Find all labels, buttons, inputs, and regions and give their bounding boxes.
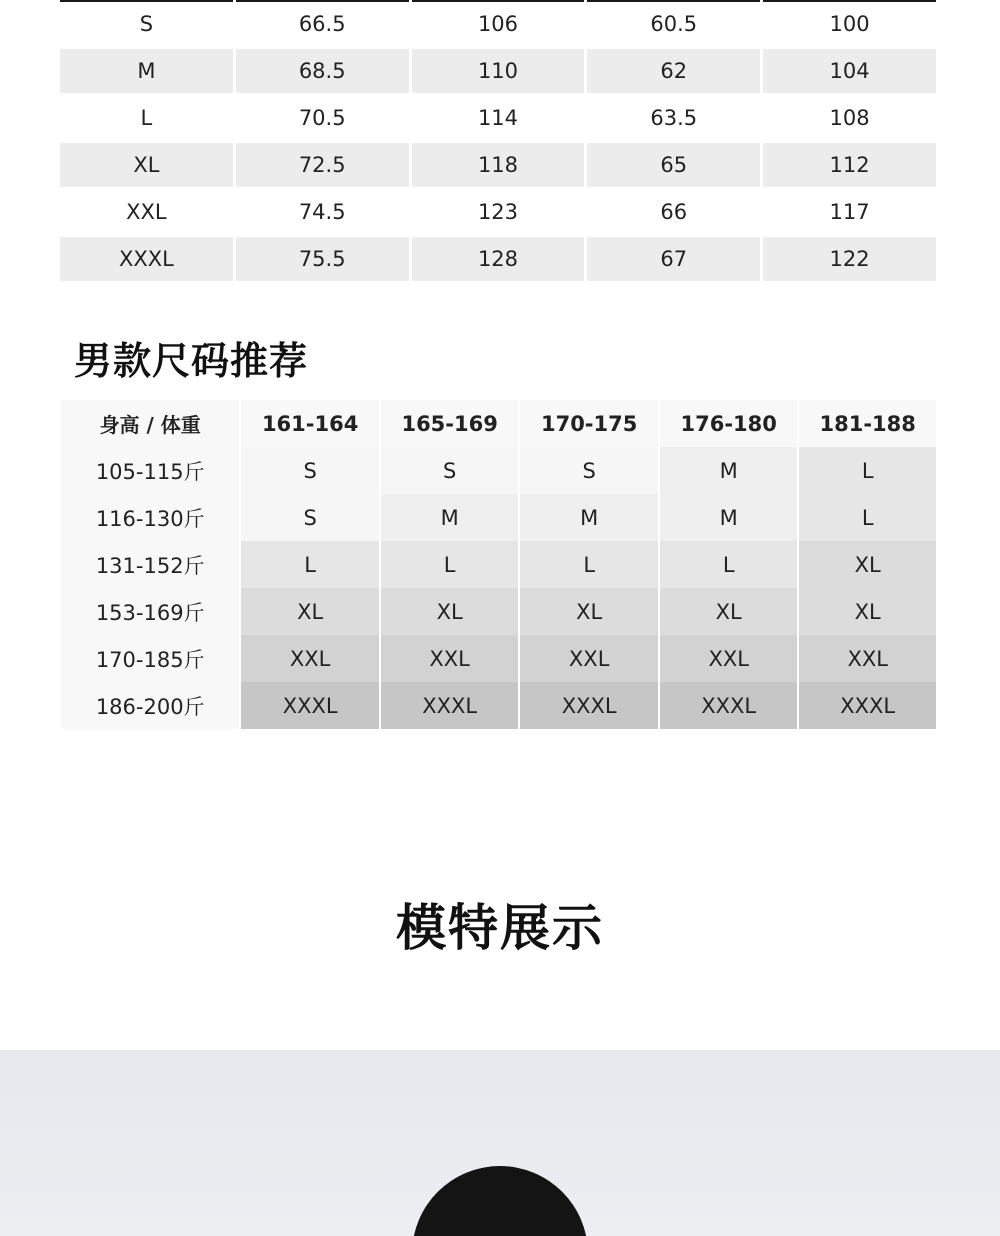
- table-row: [61, 635, 936, 682]
- measure-cell: 74.5: [298, 200, 346, 224]
- measure-cell: 68.5: [236, 49, 409, 93]
- table-row: [61, 541, 936, 588]
- size-cell: XXL: [126, 200, 167, 224]
- table-row: [60, 2, 936, 46]
- corner-header: 身高 / 体重: [61, 400, 239, 447]
- size-recommendation-cell: XXXL: [519, 682, 658, 729]
- measure-cell: 106: [477, 12, 519, 36]
- size-recommendation-cell: M: [519, 494, 658, 541]
- size-recommendation-cell: S: [380, 447, 519, 494]
- size-cell: XXXL: [60, 237, 233, 281]
- measure-cell: 72.5: [236, 143, 409, 187]
- measure-cell: 110: [412, 49, 585, 93]
- size-recommendation-cell: S: [519, 447, 658, 494]
- table-row: [61, 588, 936, 635]
- weight-row-header: 186-200斤: [61, 682, 239, 729]
- size-recommendation-cell: XL: [519, 588, 658, 635]
- table-row: [61, 494, 936, 541]
- table-row: [61, 447, 936, 494]
- size-recommendation-cell: L: [380, 541, 519, 588]
- size-recommendation-cell: XXXL: [380, 682, 519, 729]
- size-recommendation-cell: L: [798, 447, 936, 494]
- measure-cell: 62: [587, 49, 760, 93]
- size-recommendation-cell: L: [519, 541, 658, 588]
- size-recommendation-cell: XL: [240, 588, 379, 635]
- size-recommendation-cell: XXL: [240, 635, 379, 682]
- size-recommendation-cell: XXL: [798, 635, 936, 682]
- measure-cell: 66.5: [298, 12, 346, 36]
- table-row: [60, 237, 936, 281]
- size-measurement-table: [60, 0, 936, 284]
- size-recommendation-cell: M: [659, 447, 798, 494]
- weight-row-header: 131-152斤: [61, 541, 239, 588]
- size-recommendation-cell: XXXL: [798, 682, 936, 729]
- height-column-header: 176-180: [659, 400, 798, 447]
- size-recommendation-cell: L: [798, 494, 936, 541]
- size-recommendation-cell: XXXL: [659, 682, 798, 729]
- size-recommendation-cell: XXL: [380, 635, 519, 682]
- measure-cell: 70.5: [298, 106, 346, 130]
- size-recommendation-cell: XL: [798, 588, 936, 635]
- size-cell: S: [139, 12, 154, 36]
- measure-cell: 108: [829, 106, 870, 130]
- weight-row-header: 153-169斤: [61, 588, 239, 635]
- measure-cell: 67: [587, 237, 760, 281]
- measure-cell: 66: [660, 200, 688, 224]
- measure-cell: 75.5: [236, 237, 409, 281]
- model-showcase-title: 模特展示: [396, 899, 604, 957]
- weight-row-header: 116-130斤: [61, 494, 239, 541]
- measure-cell: 112: [763, 143, 936, 187]
- size-recommendation-cell: XXXL: [240, 682, 379, 729]
- measure-cell: 114: [477, 106, 519, 130]
- model-photo: [0, 1050, 1000, 1236]
- table-row: [60, 143, 936, 187]
- size-recommendation-cell: S: [240, 447, 379, 494]
- size-recommendation-cell: S: [240, 494, 379, 541]
- size-recommendation-cell: M: [659, 494, 798, 541]
- measure-cell: 60.5: [650, 12, 698, 36]
- table-row: [60, 49, 936, 93]
- weight-row-header: 170-185斤: [61, 635, 239, 682]
- table-row: [60, 190, 936, 234]
- size-cell: M: [60, 49, 233, 93]
- height-column-header: 161-164: [240, 400, 379, 447]
- table-row: [61, 682, 936, 729]
- size-cell: L: [140, 106, 153, 130]
- size-recommendation-cell: L: [659, 541, 798, 588]
- measure-cell: 117: [829, 200, 870, 224]
- size-recommendation-cell: XL: [659, 588, 798, 635]
- measure-cell: 100: [829, 12, 870, 36]
- measure-cell: 118: [412, 143, 585, 187]
- size-recommend-table: [61, 400, 936, 729]
- size-recommendation-cell: XXL: [519, 635, 658, 682]
- model-hair-shape: [412, 1166, 588, 1236]
- size-cell: XL: [60, 143, 233, 187]
- measure-cell: 104: [763, 49, 936, 93]
- measure-cell: 122: [763, 237, 936, 281]
- table-row: [60, 96, 936, 140]
- height-column-header: 170-175: [519, 400, 658, 447]
- height-column-header: 165-169: [380, 400, 519, 447]
- measure-cell: 63.5: [650, 106, 698, 130]
- measure-cell: 128: [412, 237, 585, 281]
- size-recommendation-cell: L: [240, 541, 379, 588]
- size-recommendation-cell: XL: [798, 541, 936, 588]
- size-recommendation-cell: XXL: [659, 635, 798, 682]
- table-header-row: [61, 400, 936, 447]
- size-recommendation-cell: M: [380, 494, 519, 541]
- size-recommend-title: 男款尺码推荐: [74, 339, 309, 383]
- measure-cell: 123: [477, 200, 519, 224]
- height-column-header: 181-188: [798, 400, 936, 447]
- size-recommendation-cell: XL: [380, 588, 519, 635]
- measure-cell: 65: [587, 143, 760, 187]
- weight-row-header: 105-115斤: [61, 447, 239, 494]
